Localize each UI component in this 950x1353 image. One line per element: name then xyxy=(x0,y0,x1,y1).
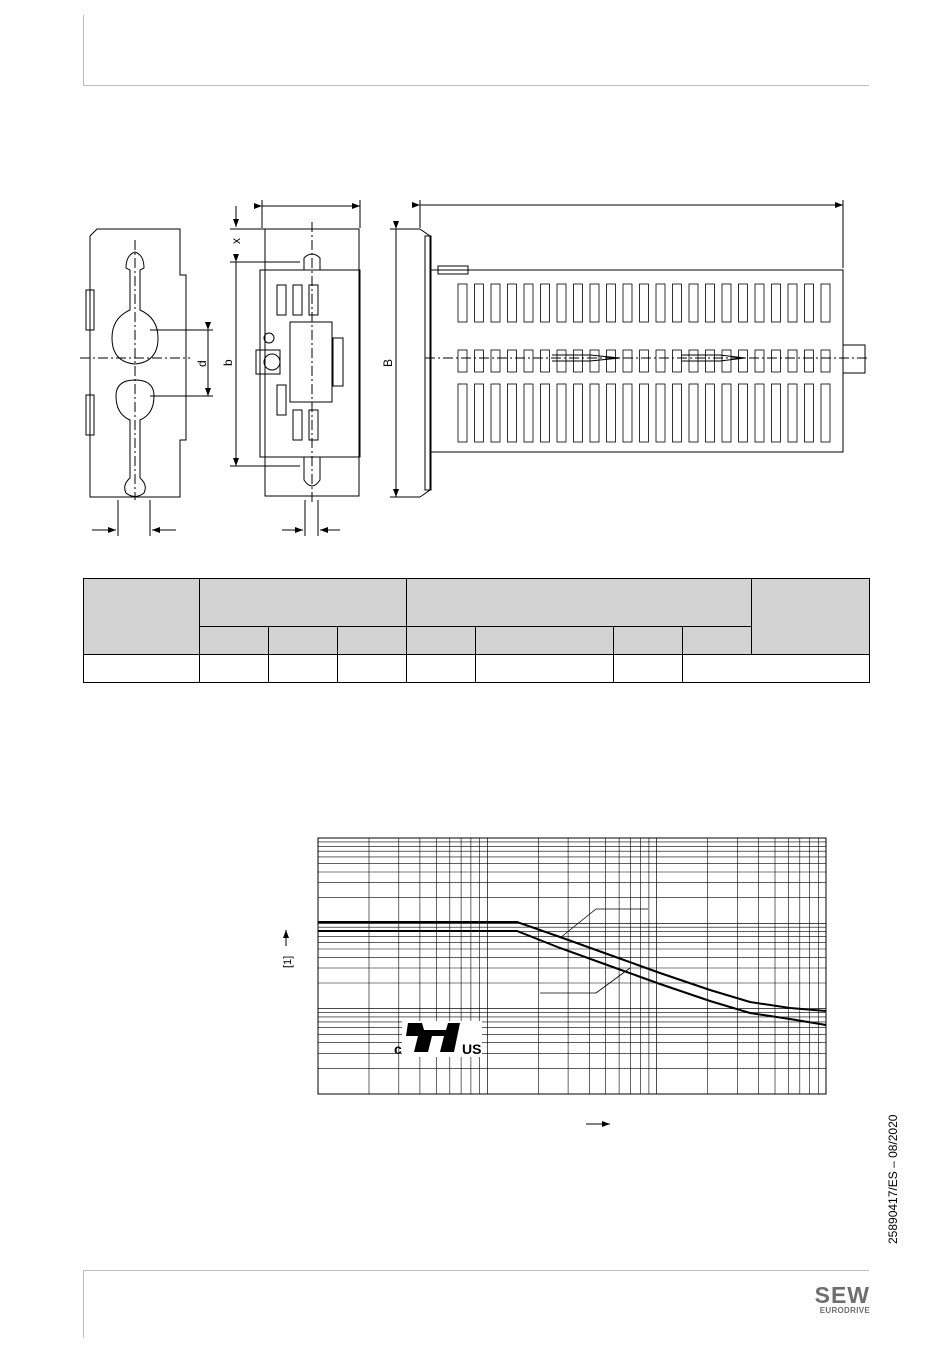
header-rule-horizontal xyxy=(83,85,869,86)
rear-view-outline xyxy=(80,229,213,536)
cert-c: c xyxy=(394,1041,402,1057)
table-header-group-2 xyxy=(407,579,752,627)
cert-us: US xyxy=(462,1041,482,1057)
sew-eurodrive-logo xyxy=(798,1284,870,1315)
curve-lower xyxy=(318,931,826,1025)
dim-label-x: x xyxy=(229,238,243,244)
table-header-type xyxy=(84,579,200,655)
dimension-drawing xyxy=(0,190,950,540)
dim-label-b: b xyxy=(221,359,235,366)
table-header-row xyxy=(84,579,870,627)
footer-rule-vertical xyxy=(83,1270,84,1338)
derating-graph xyxy=(270,830,840,1130)
ul-listed-mark xyxy=(394,1021,482,1057)
front-view-outline xyxy=(230,200,360,536)
table-row xyxy=(84,655,870,683)
vent-slots xyxy=(458,284,830,442)
header-rule-vertical xyxy=(83,15,84,85)
cert-registered: ® xyxy=(452,1023,458,1032)
table-header-weight xyxy=(752,579,870,655)
dim-label-d: d xyxy=(195,360,209,367)
y-axis-label: [1] xyxy=(282,955,294,968)
document-number: 25890417/ES – 08/2020 xyxy=(886,1114,900,1244)
logo-eurodrive: EURODRIVE xyxy=(819,1306,870,1315)
table-header-group-1 xyxy=(200,579,407,627)
curve-upper xyxy=(318,922,826,1011)
footer-rule-horizontal xyxy=(83,1270,869,1271)
dimensions-table xyxy=(83,578,870,683)
side-view-outline xyxy=(390,200,870,497)
logo-sew: SEW xyxy=(814,1282,870,1308)
dim-label-B: B xyxy=(381,358,395,367)
